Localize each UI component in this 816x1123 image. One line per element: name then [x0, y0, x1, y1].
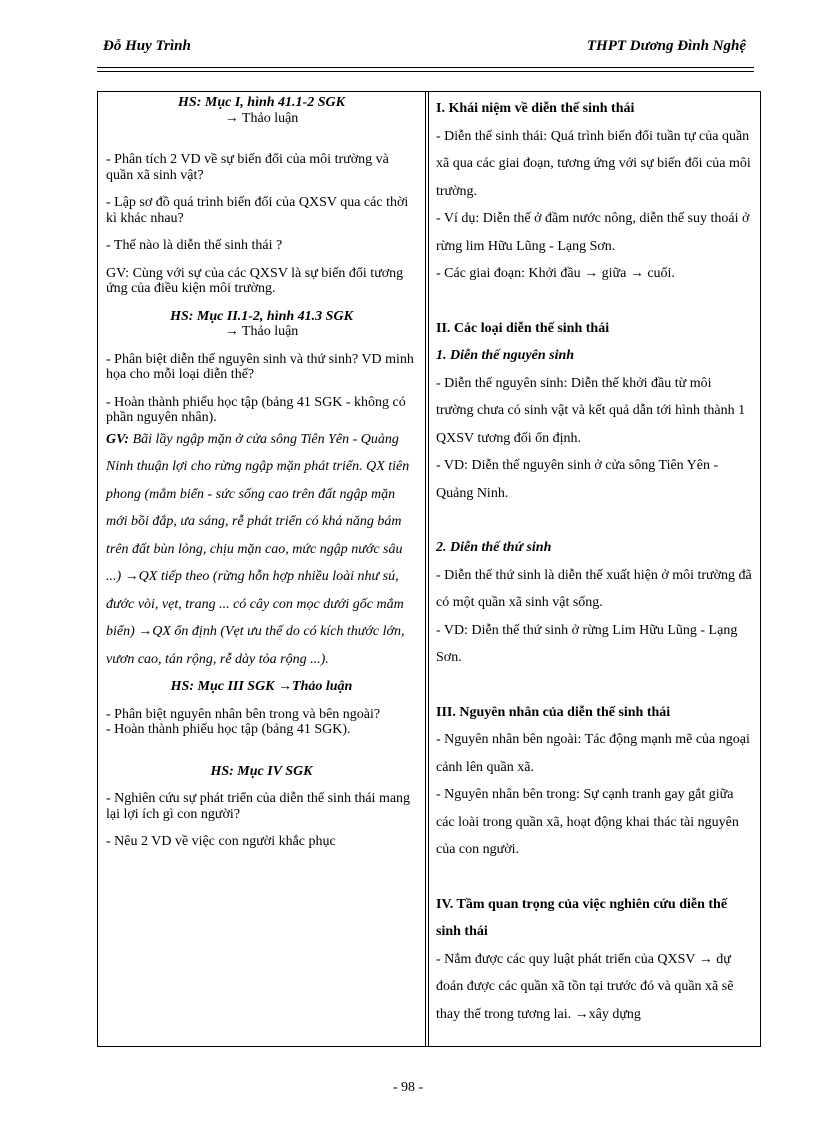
heading-2a: 1. Diễn thế nguyên sinh: [436, 348, 575, 363]
teacher-label: GV:: [106, 431, 130, 447]
section-2-teacher-note: [106, 426, 417, 674]
section-1-subtitle: → Thảo luận: [224, 110, 299, 126]
section-1-question-3: - Thế nào là diễn thế sinh thái ?: [106, 238, 283, 253]
section-2-question-1: - Phân biệt diễn thế nguyên sinh và thứ sinh? VD minh họa cho mỗi loại diễn thế?: [106, 351, 414, 382]
section-1-question-1: - Phân tích 2 VD về sự biến đổi của môi trường và quần xã sinh vật?: [106, 152, 389, 183]
header-author: Đỗ Huy Trình: [103, 38, 191, 54]
heading-2b: 2. Diễn thế thứ sinh: [436, 540, 552, 555]
section-4-question-2: - Nêu 2 VD về việc con người khắc phục: [106, 834, 336, 849]
section-2-question-2: - Hoàn thành phiếu học tập (bảng 41 SGK - không có phần nguyên nhân).: [106, 394, 406, 425]
content-p8: - Nguyên nhân bên ngoài: Tác động mạnh mẽ của ngoại cảnh lên quần xã.: [436, 732, 750, 775]
content-p1: - Diễn thế sinh thái: Quá trình biến đổi tuần tự của quần xã qua các giai đoạn, tương ứng với sự biến đổi của môi trường.: [436, 128, 751, 199]
header-rule-thin: [97, 71, 754, 72]
section-3-question-2: - Hoàn thành phiếu học tập (bảng 41 SGK).: [106, 722, 351, 737]
content-p2: - Ví dụ: Diễn thế ở đầm nước nông, diễn thế suy thoái ở rừng lim Hữu Lũng - Lạng Sơn.: [436, 211, 750, 254]
content-p7: - VD: Diễn thế thứ sinh ở rừng Lim Hữu Lũng - Lạng Sơn.: [436, 622, 738, 665]
heading-4: IV. Tầm quan trọng của việc nghiên cứu diễn thế sinh thái: [436, 896, 728, 939]
section-1-title: HS: Mục I, hình 41.1-2 SGK: [178, 95, 345, 110]
teacher-note-text: Bãi lầy ngập mặn ở cửa sông Tiên Yên - Quảng Ninh thuận lợi cho rừng ngập mặn phát triển. QX tiên phong (mắm biển - sức sống cao trên đất ngập mặn mới bồi đắp, ưa sáng, rễ phát triển có khả năng bám trên đất bùn lỏng, chịu mặn cao, mức ngập nước sâu ...) →QX tiếp theo (rừng hỗn hợp nhiều loài như sú, đước vòi, vẹt, trang ... có cây con mọc dưới gốc mắm biển) →QX ổn định (Vẹt ưu thế do có kích thước lớn, vươn cao, tán rộng, rễ dày tỏa rộng ...).: [106, 431, 410, 667]
content-p9: - Nguyên nhân bên trong: Sự cạnh tranh gay gắt giữa các loài trong quần xã, hoạt động khai thác tài nguyên của con người.: [436, 787, 739, 857]
section-4-title: HS: Mục IV SGK: [210, 763, 313, 779]
section-2-subtitle: → Thảo luận: [224, 324, 299, 339]
heading-1: I. Khái niệm về diễn thế sinh thái: [436, 101, 635, 116]
section-1-question-2: - Lập sơ đồ quá trình biến đổi của QXSV qua các thời kì khác nhau?: [106, 195, 409, 226]
content-p10: - Nắm được các quy luật phát triển của QXSV → dự đoán được các quần xã tồn tại trước đó và quần xã sẽ thay thế trong tương lai. →xây dựng: [436, 951, 734, 1022]
lesson-table: [97, 91, 761, 1047]
section-4-question-1: - Nghiên cứu sự phát triển của diễn thế sinh thái mang lại lợi ích gì con người?: [106, 791, 411, 822]
content-column: [426, 91, 761, 1047]
section-3-question-1: - Phân biệt nguyên nhân bên trong và bên ngoài?: [106, 706, 381, 722]
teacher-activity-column: [97, 91, 426, 1047]
section-1-teacher-note: GV: Cùng với sự của các QXSV là sự biến đổi tương ứng của điều kiện môi trường.: [106, 265, 404, 296]
heading-3: III. Nguyên nhân của diễn thế sinh thái: [436, 704, 671, 720]
header-school: THPT Dương Đình Nghệ: [586, 38, 746, 54]
content-p4: - Diễn thế nguyên sinh: Diễn thế khởi đầu từ môi trường chưa có sinh vật và kết quả dẫn tới hình thành 1 QXSV tương đối ổn định.: [436, 375, 746, 446]
section-3-title: HS: Mục III SGK →Thảo luận: [170, 679, 353, 694]
section-2-title: HS: Mục II.1-2, hình 41.3 SGK: [170, 308, 353, 324]
content-p5: - VD: Diễn thế nguyên sinh ở cửa sông Tiên Yên - Quảng Ninh.: [436, 458, 719, 501]
content-p6: - Diễn thế thứ sinh là diễn thế xuất hiện ở môi trường đã có một quần xã sinh vật sống.: [436, 567, 752, 610]
content-p3: - Các giai đoạn: Khởi đầu → giữa → cuối.: [436, 266, 675, 281]
header-rule: [97, 67, 754, 68]
heading-2: II. Các loại diễn thế sinh thái: [436, 320, 610, 336]
page-number: - 98 -: [392, 1080, 424, 1095]
